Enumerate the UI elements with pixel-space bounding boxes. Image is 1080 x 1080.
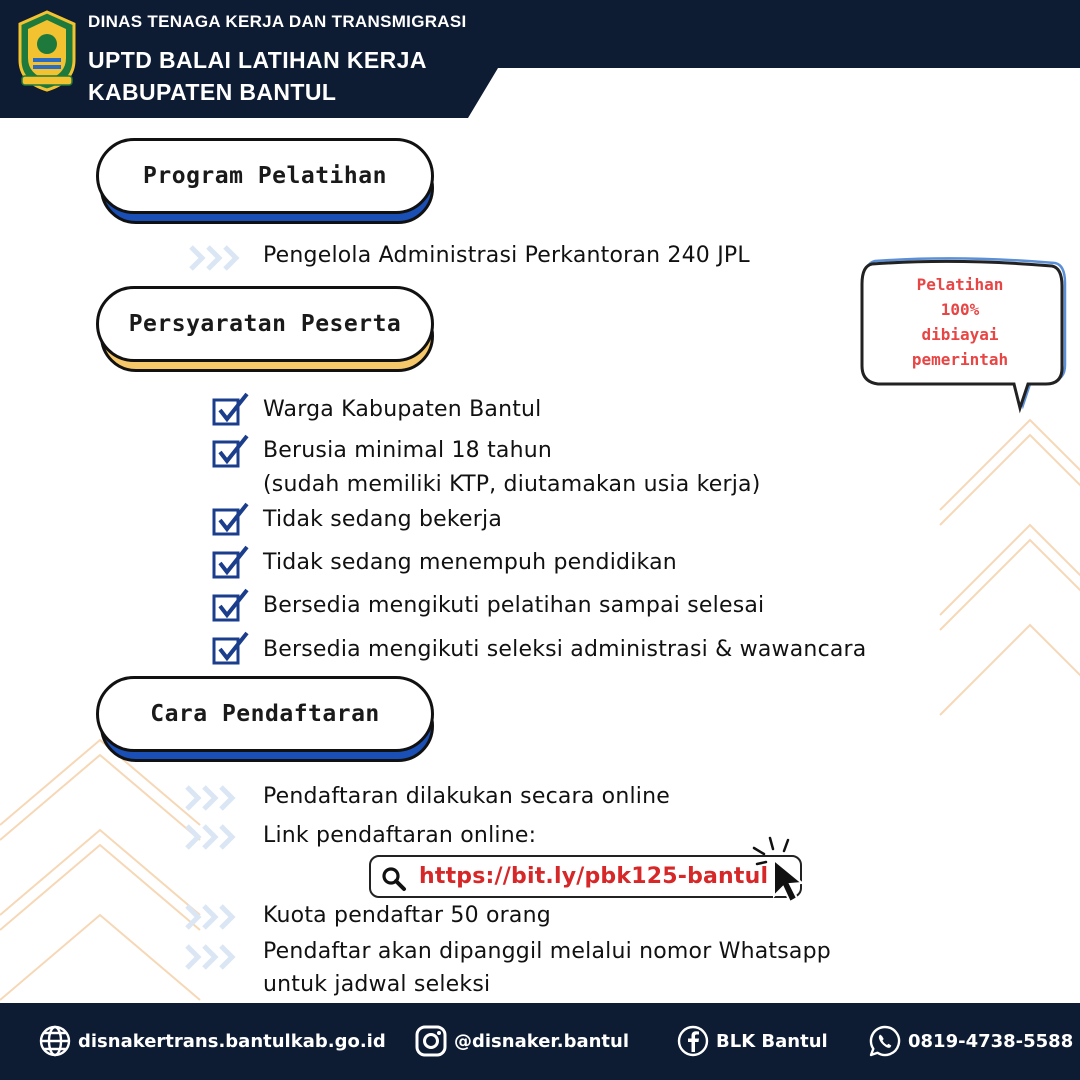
registration-item-continued: untuk jadwal seleksi [263,972,491,997]
pill-face [96,676,434,752]
chevron-arrows-icon [188,241,248,275]
registration-item: Pendaftaran dilakukan secara online [263,784,670,809]
footer-instagram[interactable] [414,1023,629,1059]
cursor-icon [752,836,810,906]
section-title-program: Program Pelatihan [143,163,387,189]
header-line-3: KABUPATEN BANTUL [88,79,337,105]
facebook-text: BLK Bantul [716,1030,828,1052]
footer-website[interactable] [38,1023,386,1059]
footer-whatsapp[interactable] [868,1023,1073,1059]
instagram-text: @disnaker.bantul [454,1030,630,1052]
registration-link-box[interactable] [369,855,802,898]
whatsapp-text: 0819-4738-5588 [908,1030,1074,1052]
whatsapp-icon [868,1024,902,1058]
requirement-item: Bersedia mengikuti seleksi administrasi & wawancara [263,637,867,662]
section-title-requirements: Persyaratan Peserta [128,311,402,337]
chevron-arrows-icon [184,781,244,815]
funding-note-line: Pelatihan [916,275,1004,294]
checkbox-icon [211,631,251,667]
checkbox-icon [211,545,251,581]
website-text: disnakertrans.bantulkab.go.id [78,1030,386,1052]
funding-note-line: pemerintah [911,350,1009,369]
requirement-item: Bersedia mengikuti pelatihan sampai selesai [263,593,765,618]
header-line-2: UPTD BALAI LATIHAN KERJA [88,47,427,73]
requirement-item: Warga Kabupaten Bantul [263,397,542,422]
requirement-item-note: (sudah memiliki KTP, diutamakan usia kerja) [263,472,761,497]
checkbox-icon [211,434,251,470]
checkbox-icon [211,588,251,624]
registration-link[interactable]: https://bit.ly/pbk125-bantul [419,864,769,889]
header-titles [88,12,467,108]
registration-item: Link pendaftaran online: [263,823,537,848]
checkbox-icon [211,392,251,428]
chevron-arrows-icon [184,820,244,854]
globe-icon [38,1024,72,1058]
pill-face [96,286,434,362]
funding-note-line: 100% [940,300,980,319]
program-item: Pengelola Administrasi Perkantoran 240 JPL [263,243,750,268]
footer-bar [0,1003,1080,1080]
section-heading-program [96,138,438,228]
registration-item: Kuota pendaftar 50 orang [263,903,551,928]
facebook-icon [676,1024,710,1058]
decorative-chevrons-left [0,735,205,1005]
bantul-logo [16,10,78,92]
funding-note-line: dibiayai [921,325,999,344]
header-line-1: DINAS TENAGA KERJA DAN TRANSMIGRASI [88,12,467,31]
checkbox-icon [211,502,251,538]
pill-face [96,138,434,214]
section-heading-registration [96,676,438,766]
requirement-item: Tidak sedang bekerja [263,507,503,532]
requirement-item: Berusia minimal 18 tahun [263,438,553,463]
chevron-arrows-icon [184,940,244,974]
instagram-icon [414,1024,448,1058]
section-heading-requirements [96,286,438,376]
section-title-registration: Cara Pendaftaran [150,701,380,727]
footer-facebook[interactable] [676,1023,828,1059]
funding-note [870,272,1050,372]
decorative-chevrons-right [935,415,1080,725]
search-icon [381,866,407,892]
chevron-arrows-icon [184,900,244,934]
registration-item: Pendaftar akan dipanggil melalui nomor Whatsapp [263,939,831,964]
requirement-item: Tidak sedang menempuh pendidikan [263,550,677,575]
